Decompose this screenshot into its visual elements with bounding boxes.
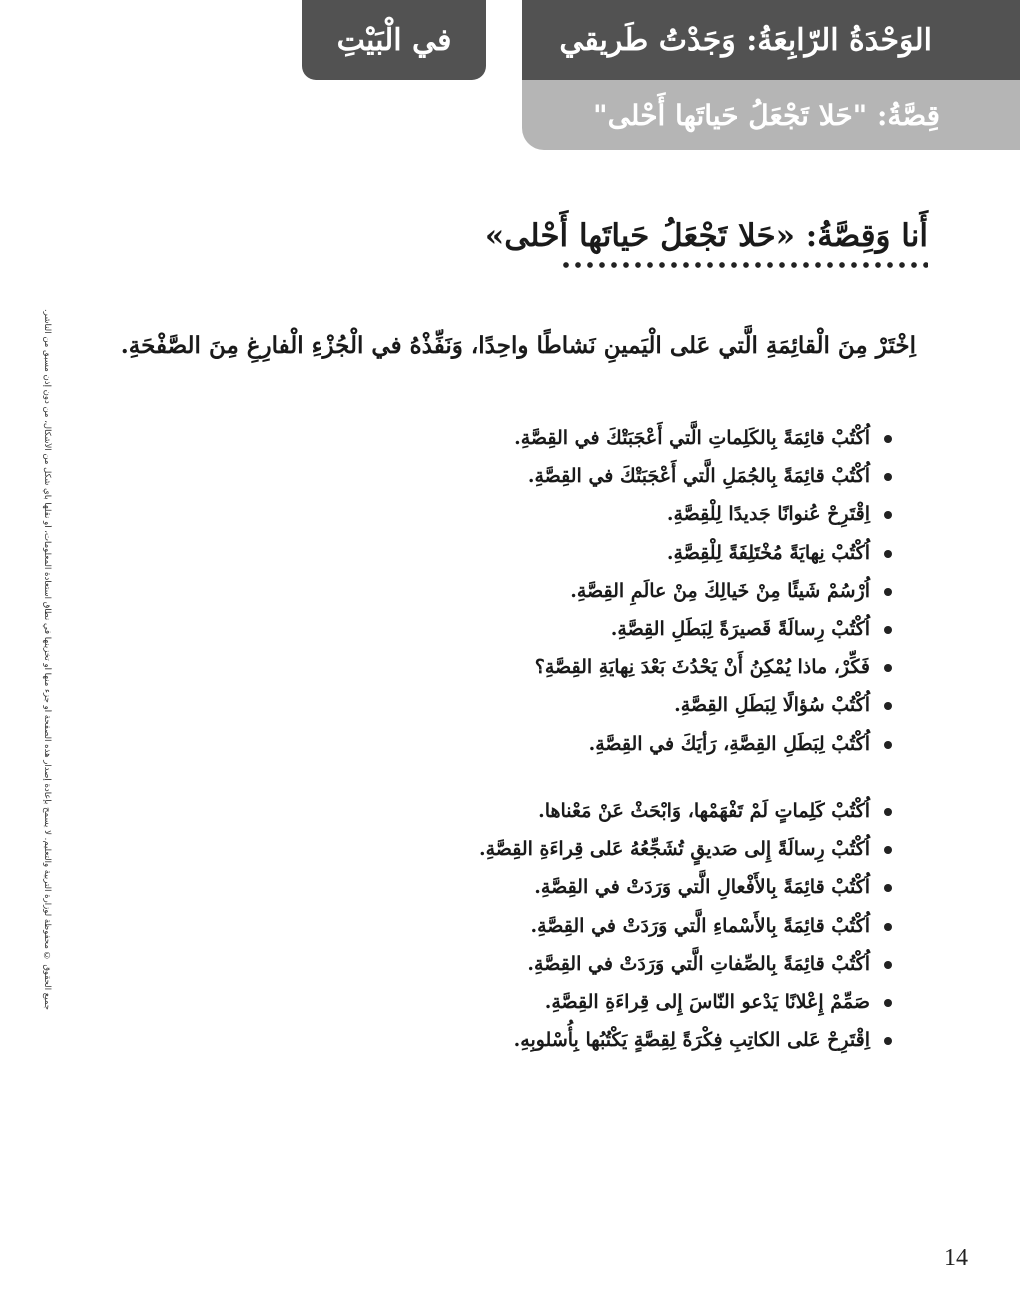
list-item: اُكْتُبْ قائِمَةً بِالجُمَلِ الَّتي أَعْجَبَتْكَ في القِصَّةِ.: [514, 457, 896, 495]
copyright-note: جميع الحقوق © محفوظة لوزارة التربية والتعليم. لا يسمح بإعادة إصدار هذه الصفحة أو جزء منها أو تخزينها في نطاق استعادة المعلومات، أو نقلها بأي شكل من الأشكال، من دون إذن مسبق من الناشر.: [42, 309, 52, 1011]
list-item: اُكْتُبْ قائِمَةً بِالكَلِماتِ الَّتي أَعْجَبَتْكَ في القِصَّةِ.: [514, 419, 896, 457]
list-item: اُكْتُبْ رِسالَةً قَصيرَةً لِبَطَلِ القِصَّةِ.: [514, 610, 896, 648]
page-number: 14: [944, 1245, 968, 1271]
dotted-underline: [560, 258, 928, 272]
list-item: اُكْتُبْ قائِمَةً بِالصِّفاتِ الَّتي وَرَدَتْ في القِصَّةِ.: [479, 945, 896, 983]
list-item: اِقْتَرِحْ عَلى الكاتِبِ فِكْرَةً لِقِصَّةٍ يَكْتُبُها بِأُسْلوبِهِ.: [479, 1021, 896, 1059]
list-item: صَمِّمْ إِعْلانًا يَدْعو النّاسَ إِلى قِراءَةِ القِصَّةِ.: [479, 983, 896, 1021]
list-item: اُكْتُبْ كَلِماتٍ لَمْ تَفْهَمْها، وَابْحَثْ عَنْ مَعْناها.: [479, 792, 896, 830]
list-item: اُرْسُمْ شَيئًا مِنْ خَيالِكَ مِنْ عالَمِ القِصَّةِ.: [514, 572, 896, 610]
list-item: اُكْتُبْ سُؤالًا لِبَطَلِ القِصَّةِ.: [514, 686, 896, 724]
list-item: اُكْتُبْ قائِمَةً بِالأَفْعالِ الَّتي وَرَدَتْ في القِصَّةِ.: [479, 868, 896, 906]
list-item: فَكِّرْ، ماذا يُمْكِنُ أَنْ يَحْدُثَ بَعْدَ نِهايَةِ القِصَّةِ؟: [514, 648, 896, 686]
list-item: اُكْتُبْ نِهايَةً مُخْتَلِفَةً لِلْقِصَّةِ.: [514, 534, 896, 572]
unit-title-bar: [522, 0, 1020, 80]
home-tab-label: في الْبَيْتِ: [336, 22, 452, 58]
section-heading: أَنا وَقِصَّةُ: «حَلا تَجْعَلُ حَياتَها أَحْلى»: [484, 218, 928, 254]
list-item: اُكْتُبْ لِبَطَلِ القِصَّةِ، رَأيَكَ في القِصَّةِ.: [514, 725, 896, 763]
list-item: اُكْتُبْ رِسالَةً إِلى صَديقٍ تُشَجِّعُهُ عَلى قِراءَةِ القِصَّةِ.: [479, 830, 896, 868]
instruction-text: اِخْتَرْ مِنَ الْقائِمَةِ الَّتي عَلى الْيَمينِ نَشاطًا واحِدًا، وَنَفِّذْهُ في الْجُزْءِ الْفارِغِ مِنَ الصَّفْحَةِ.: [120, 332, 916, 359]
story-title: قِصَّةُ: "حَلا تَجْعَلُ حَياتَها أَحْلى": [593, 98, 940, 132]
list-item: اِقْتَرِحْ عُنوانًا جَديدًا لِلْقِصَّةِ.: [514, 495, 896, 533]
activity-list-2: [479, 792, 896, 1059]
unit-title: الوَحْدَةُ الرّابِعَةُ: وَجَدْتُ طَريقي: [559, 22, 932, 58]
home-tab: [302, 0, 486, 80]
list-item: اُكْتُبْ قائِمَةً بِالأَسْماءِ الَّتي وَرَدَتْ في القِصَّةِ.: [479, 907, 896, 945]
activity-list-1: [514, 419, 896, 763]
story-title-bar: [522, 80, 1020, 150]
